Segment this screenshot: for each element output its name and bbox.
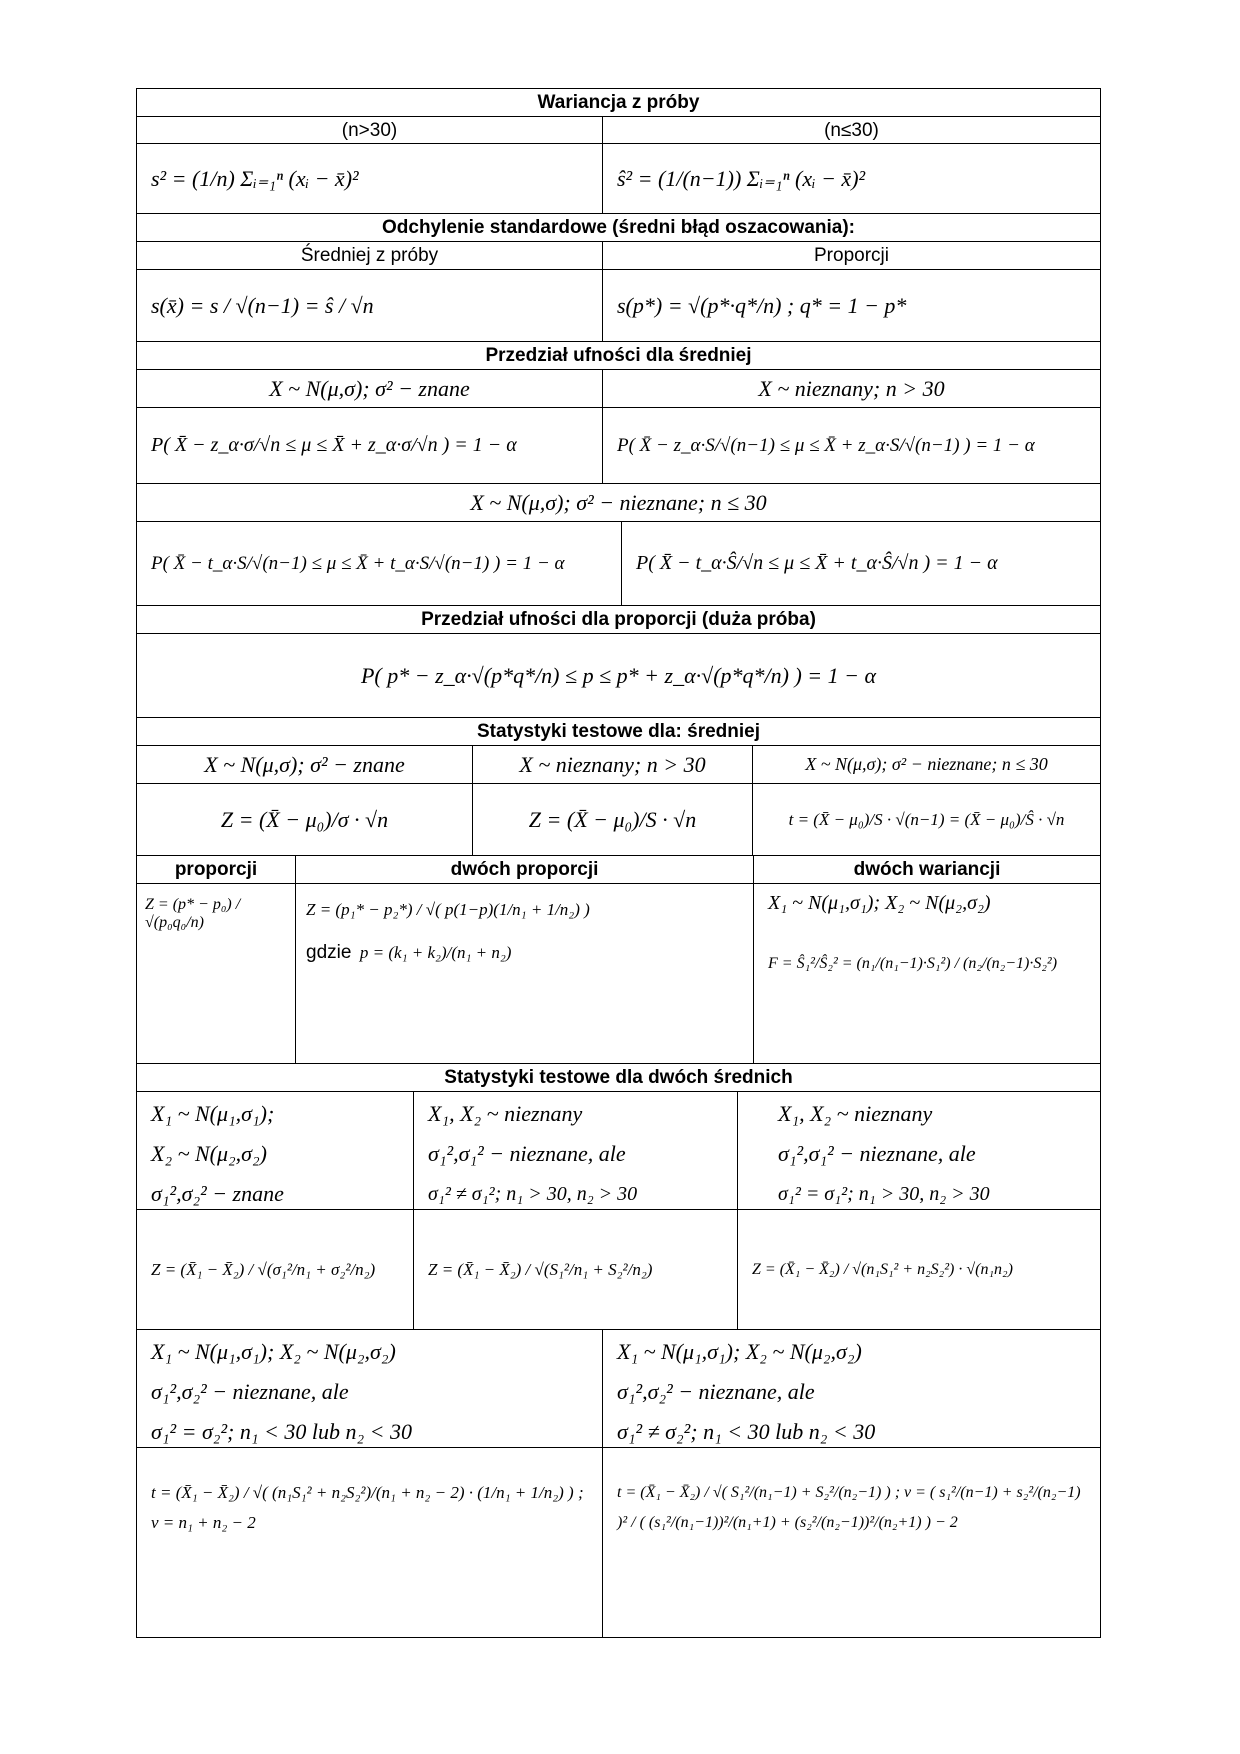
condition-line: σ₁²,σ₂² − znane (151, 1181, 284, 1206)
ci-mean-small-formula-right: P( X̄ − t_α·Ŝ/√n ≤ μ ≤ X̄ + t_α·Ŝ/√n ) = 1 − α (621, 522, 1100, 605)
condition-line: X₁, X₂ ~ nieznany (428, 1101, 583, 1126)
formula-sheet (136, 88, 1101, 1638)
condition-line: σ₁² = σ₁²; n₁ > 30, n₂ > 30 (778, 1183, 990, 1205)
test-mean-small-sample-condition: X ~ N(μ,σ); σ² − nieznane; n ≤ 30 (752, 746, 1100, 783)
variance-small-sample-head: (n≤30) (602, 117, 1100, 143)
two-means-z-known-formula: Z = (X̄₁ − X̄₂) / √(σ₁²/n₁ + σ₂²/n₂) (151, 1259, 376, 1279)
condition-line: σ₁² ≠ σ₁²; n₁ > 30, n₂ > 30 (428, 1183, 638, 1205)
test-two-proportions-formula: Z = (p₁* − p₂*) / √( p(1−p)(1/n₁ + 1/n₂) ) (306, 900, 590, 919)
variance-formula-small: ŝ² = (1/(n−1)) Σᵢ₌₁ⁿ (xᵢ − x̄)² (602, 144, 1100, 213)
ci-mean-small-formula-row (137, 521, 1100, 605)
test-proportion-head: proporcji (174, 859, 258, 880)
test-mean-t-formula: t = (X̄ − μ₀)/S · √(n−1) = (X̄ − μ₀)/Ŝ · √n (752, 784, 1100, 855)
test-mean-z-known-formula: Z = (X̄ − μ₀)/σ · √n (220, 806, 389, 832)
condition-line: σ₁²,σ₁² − nieznane, ale (428, 1141, 626, 1166)
std-error-mean-formula: s(x̄) = s / √(n−1) = ŝ / √n (151, 292, 374, 318)
test-mean-formula-row (137, 783, 1100, 855)
condition-line: X₁ ~ N(μ₁,σ₁); (151, 1101, 275, 1126)
pooled-proportion-formula: p = (k₁ + k₂)/(n₁ + n₂) (359, 943, 512, 962)
section-title-ci-mean: Przedział ufności dla średniej (137, 341, 1100, 369)
ci-mean-condition-row (137, 369, 1100, 407)
ci-mean-small-sample-condition: X ~ N(μ,σ); σ² − nieznane; n ≤ 30 (470, 489, 767, 515)
ci-mean-known-sigma-formula: P( X̄ − z_α·σ/√n ≤ μ ≤ X̄ + z_α·σ/√n ) = 1 − α (151, 434, 517, 456)
condition-line: X₁, X₂ ~ nieznany (778, 1101, 933, 1126)
section-title-sample-variance: Wariancja z próby (537, 92, 700, 113)
test-two-variances-head: dwóch wariancji (753, 856, 1100, 883)
variance-formula-row (137, 143, 1100, 213)
test-two-proportions-head: dwóch proporcji (295, 856, 753, 883)
test-two-variances-cell (753, 884, 1100, 1063)
two-means-z-equal-formula: Z = (X̄₁ − X̄₂) / √(n₁S₁² + n₂S₂²) · √(n₁n₂) (737, 1210, 1100, 1329)
test-proportion-formula: Z = (p* − p₀) / √(p₀q₀/n) (145, 896, 241, 931)
variance-large-sample-head: (n>30) (341, 120, 398, 141)
ci-mean-formula-row (137, 407, 1100, 483)
condition-line: X₂ ~ N(μ₂,σ₂) (151, 1141, 268, 1166)
section-title-ci-proportion: Przedział ufności dla proporcji (duża próba) (137, 605, 1100, 633)
two-means-t-formula-row (137, 1447, 1100, 1637)
condition-line: σ₁² = σ₂²; n₁ < 30 lub n₂ < 30 (151, 1419, 412, 1444)
two-means-small-unequal-conditions (602, 1330, 1100, 1447)
two-means-t-pooled-formula: t = (X̄₁ − X̄₂) / √( (n₁S₁² + n₂S₂²)/(n₁ + n₂ − 2) · (1/n₁ + 1/n₂) ) ; v = n₁ + n₂ − 2 (151, 1483, 584, 1532)
two-means-condition-row (137, 1091, 1100, 1209)
test-mean-known-sigma-condition: X ~ N(μ,σ); σ² − znane (204, 751, 405, 777)
test-other-header-row (137, 855, 1100, 883)
two-means-z-unequal-formula: Z = (X̄₁ − X̄₂) / √(S₁²/n₁ + S₂²/n₂) (413, 1210, 737, 1329)
variance-formula-large: s² = (1/n) Σᵢ₌₁ⁿ (xᵢ − x̄)² (151, 165, 359, 191)
gdzie-label: gdzie (306, 942, 352, 963)
ci-mean-large-sample-formula: P( X̄ − z_α·S/√(n−1) ≤ μ ≤ X̄ + z_α·S/√(n−1) ) = 1 − α (602, 408, 1100, 483)
ci-mean-known-sigma-condition: X ~ N(μ,σ); σ² − znane (269, 375, 470, 401)
section-title-std-error: Odchylenie standardowe (średni błąd oszacowania): (137, 213, 1100, 241)
two-means-unequal-var-conditions (413, 1092, 737, 1209)
test-mean-condition-row (137, 745, 1100, 783)
ci-mean-small-formula-left: P( X̄ − t_α·S/√(n−1) ≤ μ ≤ X̄ + t_α·S/√(n−1) ) = 1 − α (151, 552, 565, 574)
test-two-proportions-cell (295, 884, 753, 1063)
condition-line: σ₁²,σ₂² − nieznane, ale (617, 1379, 815, 1404)
condition-line: X₁ ~ N(μ₁,σ₁); X₂ ~ N(μ₂,σ₂) (151, 1339, 396, 1364)
condition-line: σ₁²,σ₁² − nieznane, ale (778, 1141, 976, 1166)
ci-mean-small-condition-row (137, 483, 1100, 521)
two-means-t-welch-formula: t = (X̄₁ − X̄₂) / √( S₁²/(n₁−1) + S₂²/(n₂−1) ) ; v = ( s₁²/(n−1) + s₂²/(n₂−1) )² / ( (s₁²/(n₁−1))²/(n₁+1) + (s₂²/(n₂−1))²/(n₂+1) ) − 2 (602, 1448, 1100, 1637)
condition-line: σ₁² ≠ σ₂²; n₁ < 30 lub n₂ < 30 (617, 1419, 876, 1444)
test-mean-large-sample-condition: X ~ nieznany; n > 30 (472, 746, 752, 783)
std-error-subheader-row (137, 241, 1100, 269)
test-two-variances-condition: X₁ ~ N(μ₁,σ₁); X₂ ~ N(μ₂,σ₂) (768, 892, 991, 914)
ci-mean-large-sample-condition: X ~ nieznany; n > 30 (602, 370, 1100, 407)
two-means-small-equal-conditions (137, 1330, 602, 1447)
variance-subheader-row (137, 116, 1100, 143)
std-error-proportion-formula: s(p*) = √(p*·q*/n) ; q* = 1 − p* (602, 270, 1100, 341)
std-error-mean-head: Średniej z próby (300, 245, 439, 266)
test-mean-z-large-formula: Z = (X̄ − μ₀)/S · √n (472, 784, 752, 855)
std-error-formula-row (137, 269, 1100, 341)
ci-proportion-formula-row (137, 633, 1100, 717)
two-means-small-condition-row (137, 1329, 1100, 1447)
section-title-test-two-means: Statystyki testowe dla dwóch średnich (137, 1063, 1100, 1091)
ci-proportion-formula: P( p* − z_α·√(p*q*/n) ≤ p ≤ p* + z_α·√(p*q*/n) ) = 1 − α (360, 662, 877, 688)
test-other-formula-row (137, 883, 1100, 1063)
test-two-variances-formula: F = Ŝ₁²/Ŝ₂² = (n₁/(n₁−1)·S₁²) / (n₂/(n₂−1)·S₂²) (768, 955, 1058, 972)
section-title-test-mean: Statystyki testowe dla: średniej (137, 717, 1100, 745)
two-means-z-formula-row (137, 1209, 1100, 1329)
pooled-proportion-note (306, 942, 753, 964)
two-means-known-sigma-conditions (137, 1092, 413, 1209)
std-error-proportion-head: Proporcji (602, 242, 1100, 269)
condition-line: σ₁²,σ₂² − nieznane, ale (151, 1379, 349, 1404)
condition-line: X₁ ~ N(μ₁,σ₁); X₂ ~ N(μ₂,σ₂) (617, 1339, 862, 1364)
two-means-equal-var-conditions (737, 1092, 1100, 1209)
